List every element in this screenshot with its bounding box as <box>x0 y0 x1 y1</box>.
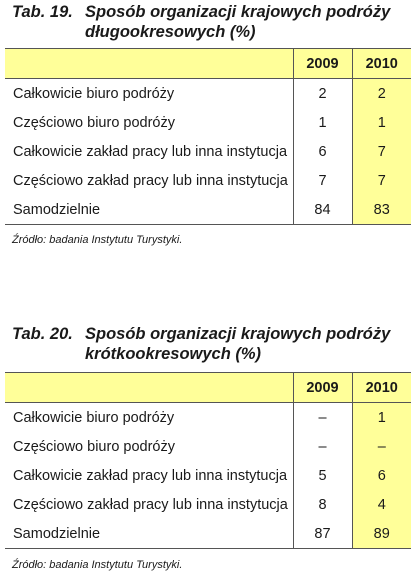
table-row <box>5 519 411 549</box>
table-number: Tab. 20. <box>12 325 73 343</box>
title-line-1: Sposób organizacji krajowych podróży <box>85 3 391 21</box>
value-2009: 87 <box>293 519 352 549</box>
table-20 <box>5 372 411 549</box>
table-row <box>5 490 411 519</box>
table-row <box>5 137 411 166</box>
value-2010: 89 <box>352 519 411 549</box>
value-2010: 1 <box>352 108 411 137</box>
value-2010: 7 <box>352 137 411 166</box>
source-note: Źródło: badania Instytutu Turystyki. <box>12 234 183 246</box>
table-header-row <box>5 49 411 79</box>
table-19-title <box>12 2 408 42</box>
row-label: Całkowicie biuro podróży <box>13 85 175 102</box>
table-row <box>5 195 411 225</box>
row-label: Całkowicie zakład pracy lub inna instytucja <box>13 467 288 484</box>
table-row <box>5 166 411 195</box>
table-number: Tab. 19. <box>12 3 73 21</box>
source-note: Źródło: badania Instytutu Turystyki. <box>12 559 183 571</box>
row-label: Częściowo zakład pracy lub inna instytucja <box>13 496 288 513</box>
row-label: Samodzielnie <box>13 525 101 542</box>
header-empty-cell <box>5 49 293 79</box>
value-2009: – <box>293 403 352 433</box>
value-2009: 84 <box>293 195 352 225</box>
row-label: Częściowo zakład pracy lub inna instytucja <box>13 172 288 189</box>
value-2010: 2 <box>352 79 411 109</box>
value-2009: 5 <box>293 461 352 490</box>
row-label: Częściowo biuro podróży <box>13 114 175 131</box>
row-label: Całkowicie zakład pracy lub inna instytucja <box>13 143 288 160</box>
table-row <box>5 432 411 461</box>
header-2010: 2010 <box>352 49 411 79</box>
value-2009: 6 <box>293 137 352 166</box>
value-2009: 1 <box>293 108 352 137</box>
header-2010: 2010 <box>352 373 411 403</box>
value-2010: – <box>352 432 411 461</box>
table-row <box>5 108 411 137</box>
value-2009: 2 <box>293 79 352 109</box>
header-2009: 2009 <box>293 373 352 403</box>
title-line-2: krótkookresowych (%) <box>85 345 262 363</box>
header-2009: 2009 <box>293 49 352 79</box>
value-2009: 7 <box>293 166 352 195</box>
header-empty-cell <box>5 373 293 403</box>
table-row <box>5 461 411 490</box>
title-line-1: Sposób organizacji krajowych podróży <box>85 325 391 343</box>
row-label: Samodzielnie <box>13 201 101 218</box>
value-2010: 7 <box>352 166 411 195</box>
table-row <box>5 79 411 109</box>
value-2010: 1 <box>352 403 411 433</box>
table-header-row <box>5 373 411 403</box>
row-label: Częściowo biuro podróży <box>13 438 175 455</box>
value-2010: 83 <box>352 195 411 225</box>
table-20-title <box>12 324 408 364</box>
row-label: Całkowicie biuro podróży <box>13 409 175 426</box>
title-line-2: długookresowych (%) <box>85 23 256 41</box>
value-2010: 4 <box>352 490 411 519</box>
table-19 <box>5 48 411 225</box>
table-row <box>5 403 411 433</box>
value-2009: – <box>293 432 352 461</box>
value-2010: 6 <box>352 461 411 490</box>
value-2009: 8 <box>293 490 352 519</box>
